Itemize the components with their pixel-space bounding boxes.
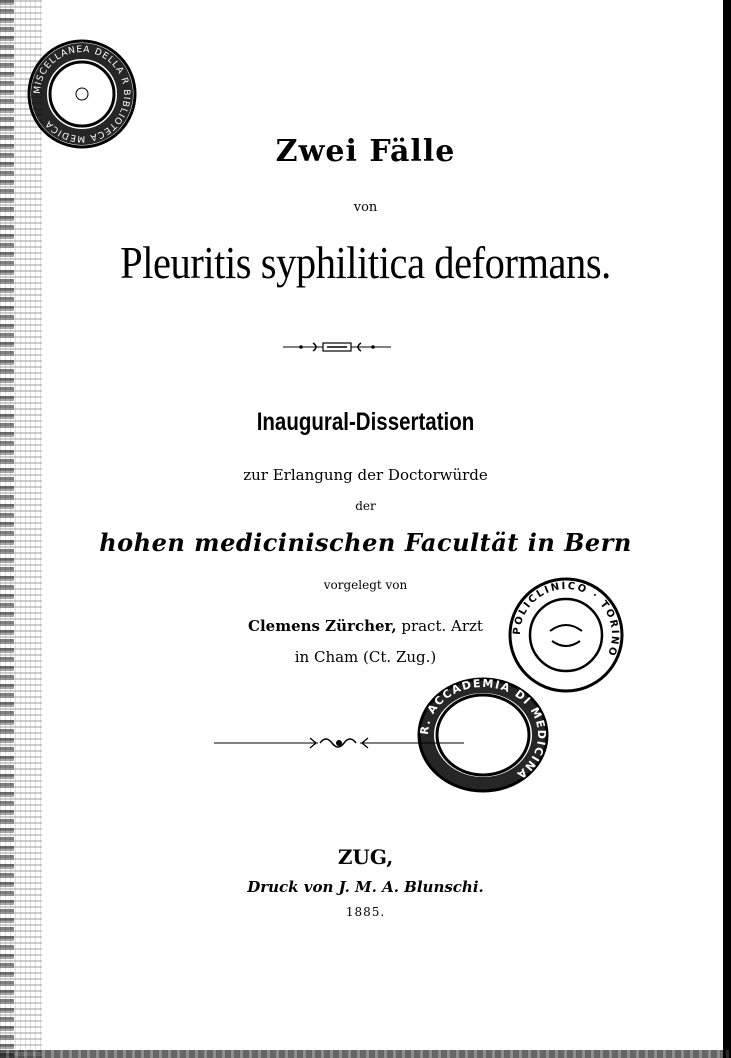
title-connector: von — [353, 200, 378, 215]
imprint-printer: Druck von J. M. A. Blunschi. — [247, 878, 484, 896]
purpose-line: zur Erlangung der Doctorwürde — [243, 466, 488, 484]
ornament-rule-top — [283, 340, 391, 354]
dissertation-type: Inaugural-Dissertation — [256, 408, 475, 436]
title-line-1: Zwei Fälle — [275, 134, 456, 169]
author-name: Clemens Zürcher, — [248, 617, 397, 635]
imprint-city: ZUG, — [337, 845, 394, 869]
stamp-text-top-left: MISCELLANEA DELLA R BIBLIOTECA MEDICA — [32, 44, 132, 144]
purpose-connector: der — [355, 499, 376, 513]
faculty-line: hohen medicinischen Facultät in Bern — [99, 528, 632, 557]
library-stamp-right-lower — [415, 676, 551, 794]
title-line-2: Pleuritis syphilitica deformans. — [120, 237, 611, 288]
imprint-year: 1885. — [345, 905, 386, 919]
scan-edge-bottom — [0, 1050, 731, 1058]
author-location: in Cham (Ct. Zug.) — [294, 648, 437, 666]
author-title: pract. Arzt — [401, 617, 483, 635]
stamp-text-right-upper: POLICLINICO · TORINO — [511, 580, 621, 659]
stamp-text-right-lower: R. ACCADEMIA DI MEDICINA — [417, 676, 549, 782]
presented-by: vorgelegt von — [323, 578, 408, 592]
